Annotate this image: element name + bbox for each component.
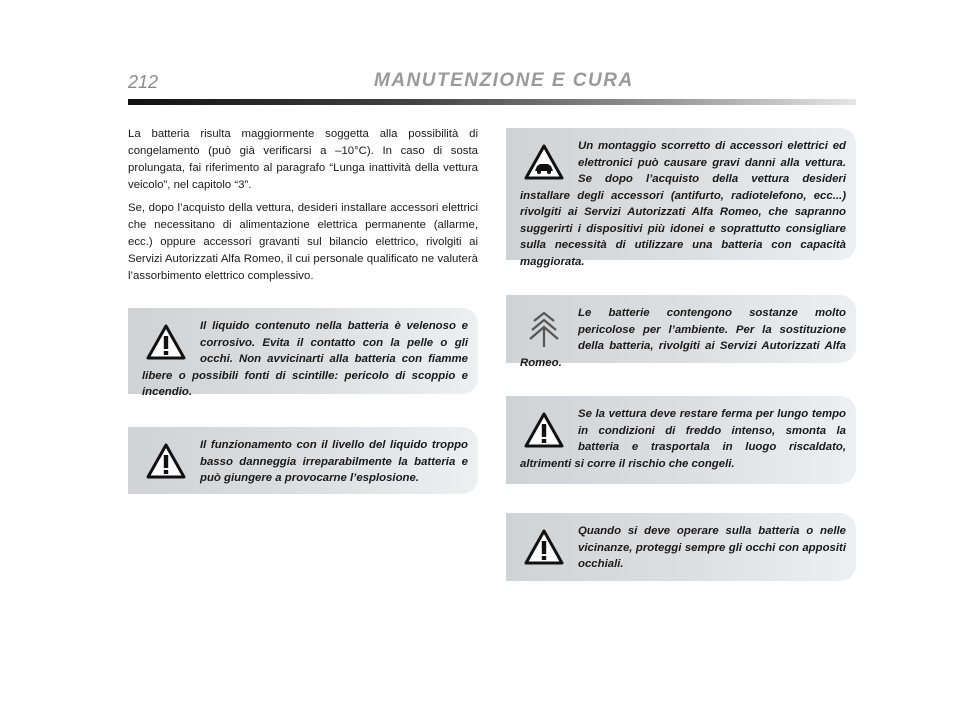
note-text: Le batterie contengono sostanze molto pericolose per l’ambiente. Per la sostituzione della batteria, rivolgiti ai Servizi Autorizzati Alfa Romeo. [520, 307, 846, 369]
page-number: 212 [128, 72, 159, 92]
note-text: Un montaggio scorretto di accessori elettrici ed elettronici può causare gravi danni alla vettura. Se dopo l’acquisto della vettura desideri installare degli accessori (antifurto, radiotelefono, ecc...) rivolgiti ai Servizi Autorizzati Alfa Romeo, che sapranno suggerirti i dispositivi più idonei e soprattutto consigliare sulla necessità di utilizzare una batteria con capacità maggiorata. [520, 140, 846, 268]
body-paragraph: La batteria risulta maggiormente soggetta alla possibilità di congelamento (può già verificarsi a –10°C). In caso di sosta prolungata, fai riferimento al paragrafo “Lunga inattività della vettura veicolo”, nel capitolo “3”. [128, 128, 478, 191]
warning-note [128, 308, 478, 398]
environment-note [506, 295, 856, 369]
page-title: MANUTENZIONE E CURA [374, 70, 634, 91]
note-text: Il funzionamento con il livello del liquido troppo basso danneggia irreparabilmente la batteria e può giungere a provocarne l’esplosione. [200, 439, 468, 484]
car-damage-warning-icon [522, 140, 566, 184]
warning-note [128, 427, 478, 494]
caution-note [506, 128, 856, 268]
body-text [128, 126, 478, 291]
body-paragraph: Se, dopo l’acquisto della vettura, desideri installare accessori elettrici che necessitano di alimentazione elettrica permanente (allarme, ecc.) oppure accessori gravanti sul bilancio elettrico, rivolgiti ai Servizi Autorizzati Alfa Romeo, il cui personale qualificato ne valuterà l’assorbimento elettrico complessivo. [128, 202, 478, 282]
warning-triangle-icon [522, 525, 566, 569]
header-rule [128, 99, 856, 105]
environment-tree-icon [522, 307, 566, 351]
warning-triangle-icon [522, 408, 566, 452]
warning-note [506, 396, 856, 484]
note-text: Quando si deve operare sulla batteria o nelle vicinanze, proteggi sempre gli occhi con appositi occhiali. [578, 525, 846, 570]
warning-triangle-icon [144, 320, 188, 364]
warning-note [506, 513, 856, 581]
note-text: Il liquido contenuto nella batteria è velenoso e corrosivo. Evita il contatto con la pelle o gli occhi. Non avvicinarti alla batteria con fiamme libere o possibili fonti di scintille: pericolo di scoppio e incendio. [142, 320, 468, 398]
warning-triangle-icon [144, 439, 188, 483]
note-text: Se la vettura deve restare ferma per lungo tempo in condizioni di freddo intenso, smonta la batteria e trasportala in luogo riscaldato, altrimenti si corre il rischio che congeli. [520, 408, 846, 470]
